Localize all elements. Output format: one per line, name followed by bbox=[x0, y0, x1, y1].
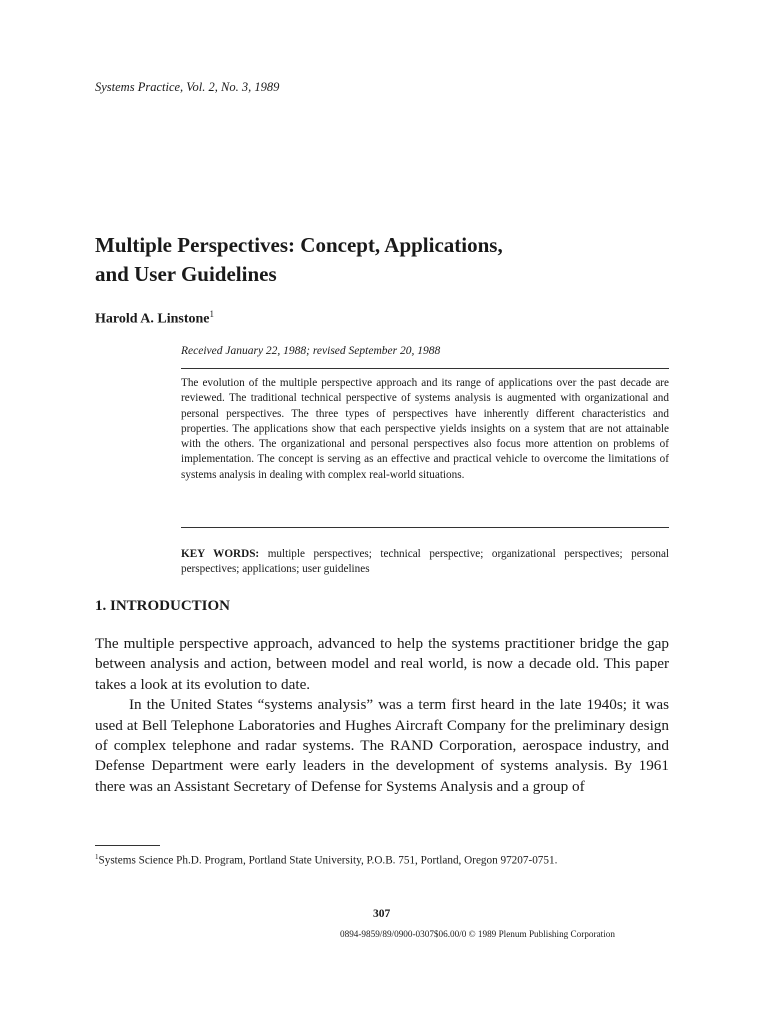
author bbox=[95, 309, 214, 328]
footnote-mark: 1 bbox=[95, 853, 99, 861]
keywords-list: multiple perspectives; technical perspective; organizational perspectives; personal perspectives; applications; user guidelines bbox=[181, 548, 670, 576]
title-line-1: Multiple Perspectives: Concept, Applications, bbox=[95, 233, 503, 257]
author-footnote-mark: 1 bbox=[209, 309, 214, 319]
paragraph-2: In the United States “systems analysis” was a term first heard in the late 1940s; it was used at Bell Telephone Laboratories and Hughes Aircraft Company for the preliminary design of complex telephone and radar systems. The RAND Corporation, aerospace industry, and Defense Department were early leaders in the development of systems analysis. By 1961 there was an Assistant Secretary of Defense for Systems Analysis and a group of bbox=[95, 696, 669, 795]
abstract: The evolution of the multiple perspective approach and its range of applications over the past decade are reviewed. The traditional technical perspective of systems analysis is augmented with organizational and personal perspectives. The three types of perspectives have inherently different characteristics and properties. The applications show that each perspective yields insights on a system that are not attainable with the others. The organizational and personal perspectives also focus more attention on problems of implementation. The concept is serving as an effective and practical vehicle to overcome the limitations of systems analysis in dealing with complex real-world situations. bbox=[181, 377, 669, 481]
title-line-2: and User Guidelines bbox=[95, 262, 277, 286]
journal-citation: Systems Practice, Vol. 2, No. 3, 1989 bbox=[95, 80, 280, 94]
paper-title bbox=[95, 231, 695, 289]
section-heading: 1. INTRODUCTION bbox=[95, 598, 231, 614]
abstract-bottom-rule bbox=[181, 527, 669, 528]
keywords-label: KEY WORDS: bbox=[181, 548, 260, 560]
copyright-line: 0894-9859/89/0900-0307$06.00/0 © 1989 Plenum Publishing Corporation bbox=[340, 929, 615, 939]
received-dates: Received January 22, 1988; revised September 20, 1988 bbox=[181, 345, 441, 357]
abstract-top-rule bbox=[181, 368, 669, 369]
footnote-text: Systems Science Ph.D. Program, Portland State University, P.O.B. 751, Portland, Oregon 97207-0751. bbox=[98, 854, 558, 867]
page-number: 307 bbox=[373, 908, 391, 920]
keywords bbox=[181, 547, 669, 578]
body-text bbox=[95, 634, 669, 797]
author-name: Harold A. Linstone bbox=[95, 311, 210, 327]
paragraph-1: The multiple perspective approach, advanced to help the systems practitioner bridge the gap between analysis and action, between model and real world, is now a decade old. This paper takes a look at its evolution to date. bbox=[95, 635, 669, 693]
footnote bbox=[95, 850, 669, 869]
footnote-rule bbox=[95, 845, 160, 846]
